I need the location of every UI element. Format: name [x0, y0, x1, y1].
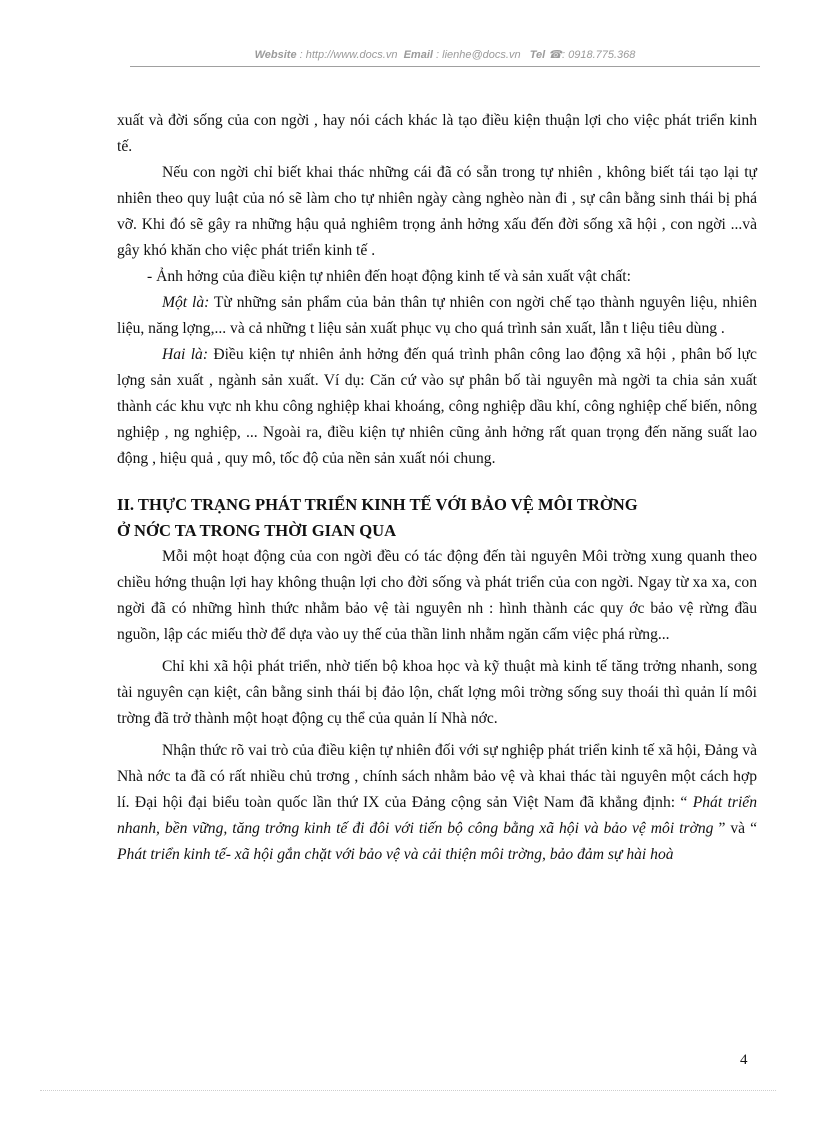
paragraph-4-text: Từ những sản phẩm của bản thân tự nhiên con ngời chế tạo thành nguyên liệu, nhiên liệu, năng lợng,... và cả những t liệu sản xuất phục vụ cho quá trình sản xuất, lẫn t liệu tiêu dùng . [117, 294, 757, 337]
paragraph-4-label: Một là: [162, 294, 210, 311]
paragraph-8-start: Nhận thức rõ vai trò của điều kiện tự nhiên đối với sự nghiệp phát triển kinh tế xã hội, Đảng và Nhà nớc ta đã có rất nhiều chủ trơng , chính sách nhằm bảo vệ và khai thác tài nguyên một cách hợp lí. Đại hội đại biểu toàn quốc lần thứ IX của Đảng cộng sản Việt Nam đã khẳng định: “ [117, 742, 757, 811]
email-label: Email [403, 49, 433, 61]
paragraph-6: Mỗi một hoạt động của con ngời đều có tác động đến tài nguyên Môi trờng xung quanh theo chiều hớng thuận lợi hay không thuận lợi cho đời sống và phát triển của con ngời. Ngay từ xa xa, con ngời đã có những hình thức nhằm bảo vệ tài nguyên nh : hình thành các quy ớc bảo vệ rừng đầu nguồn, lập các miếu thờ để dựa vào uy thế của thần linh nhằm ngăn cấm việc phá rừng... [117, 548, 757, 643]
website-url: http://www.docs.vn [305, 49, 398, 61]
paragraph-8-mid: ” và “ [713, 820, 757, 837]
phone-icon: ☎: [545, 49, 569, 61]
tel-number: 0918.775.368 [568, 49, 636, 61]
paragraph-8-quote-2: Phát triển kinh tế- xã hội gắn chặt với bảo vệ và cải thiện môi trờng, bảo đảm sự hài hoà [117, 846, 674, 863]
paragraph-1: xuất và đời sống của con ngời , hay nói cách khác là tạo điều kiện thuận lợi cho việc phát triển kinh tế. [117, 112, 757, 155]
section-heading-line-2: Ở NỚC TA TRONG THỜI GIAN QUA [117, 521, 397, 540]
page-header: Website : http://www.docs.vn Email : lienhe@docs.vn Tel ☎: 0918.775.368 [130, 48, 760, 67]
email-address: lienhe@docs.vn [442, 49, 521, 61]
paragraph-5 [117, 342, 757, 472]
paragraph-5-label: Hai là: [162, 346, 209, 363]
footer-divider [40, 1090, 776, 1091]
paragraph-8 [117, 738, 757, 868]
paragraph-8-quote-1: Phát triển nhanh, bền vững, tăng trởng kinh tế đi đôi với tiến bộ công bằng xã hội và bảo vệ môi trờng [117, 794, 758, 837]
paragraph-2: Nếu con ngời chỉ biết khai thác những cái đã có sẵn trong tự nhiên , không biết tái tạo lại tự nhiên theo quy luật của nó sẽ làm cho tự nhiên ngày càng nghèo nàn đi , sự cân bằng sinh thái bị phá vỡ. Khi đó sẽ gây ra những hậu quả nghiêm trọng ảnh hởng xấu đến đời sống xã hội , con ngời ...và gây khó khăn cho việc phát triển kinh tế . [117, 164, 757, 259]
document-body [117, 108, 757, 868]
paragraph-5-text: Điều kiện tự nhiên ảnh hởng đến quá trình phân công lao động xã hội , phân bố lực lợng sản xuất , ngành sản xuất. Ví dụ: Căn cứ vào sự phân bố tài nguyên mà ngời ta chia sản xuất thành các khu vực nh khu công nghiệp khai khoáng, công nghiệp dầu khí, công nghiệp chế biến, nông nghiệp , ng nghiệp, ... Ngoài ra, điều kiện tự nhiên cũng ảnh hởng rất quan trọng đến năng suất lao động , hiệu quả , quy mô, tốc độ của nền sản xuất nói chung. [117, 346, 757, 467]
paragraph-4 [117, 290, 757, 342]
tel-label: Tel [529, 49, 546, 61]
paragraph-7: Chỉ khi xã hội phát triển, nhờ tiến bộ khoa học và kỹ thuật mà kinh tế tăng trởng nhanh, song tài nguyên cạn kiệt, cân bằng sinh thái bị đảo lộn, chất lợng môi trờng sống suy thoái thì quản lí môi trờng đã trở thành một hoạt động cụ thể của quản lí Nhà nớc. [117, 658, 757, 727]
page-number: 4 [740, 1052, 748, 1068]
paragraph-3: - Ảnh hởng của điều kiện tự nhiên đến hoạt động kinh tế và sản xuất vật chất: [147, 268, 631, 285]
website-label: Website [254, 49, 297, 61]
section-heading-line-1: II. THỰC TRẠNG PHÁT TRIỂN KINH TẾ VỚI BẢO VỆ MÔI TRỜNG [117, 495, 638, 514]
